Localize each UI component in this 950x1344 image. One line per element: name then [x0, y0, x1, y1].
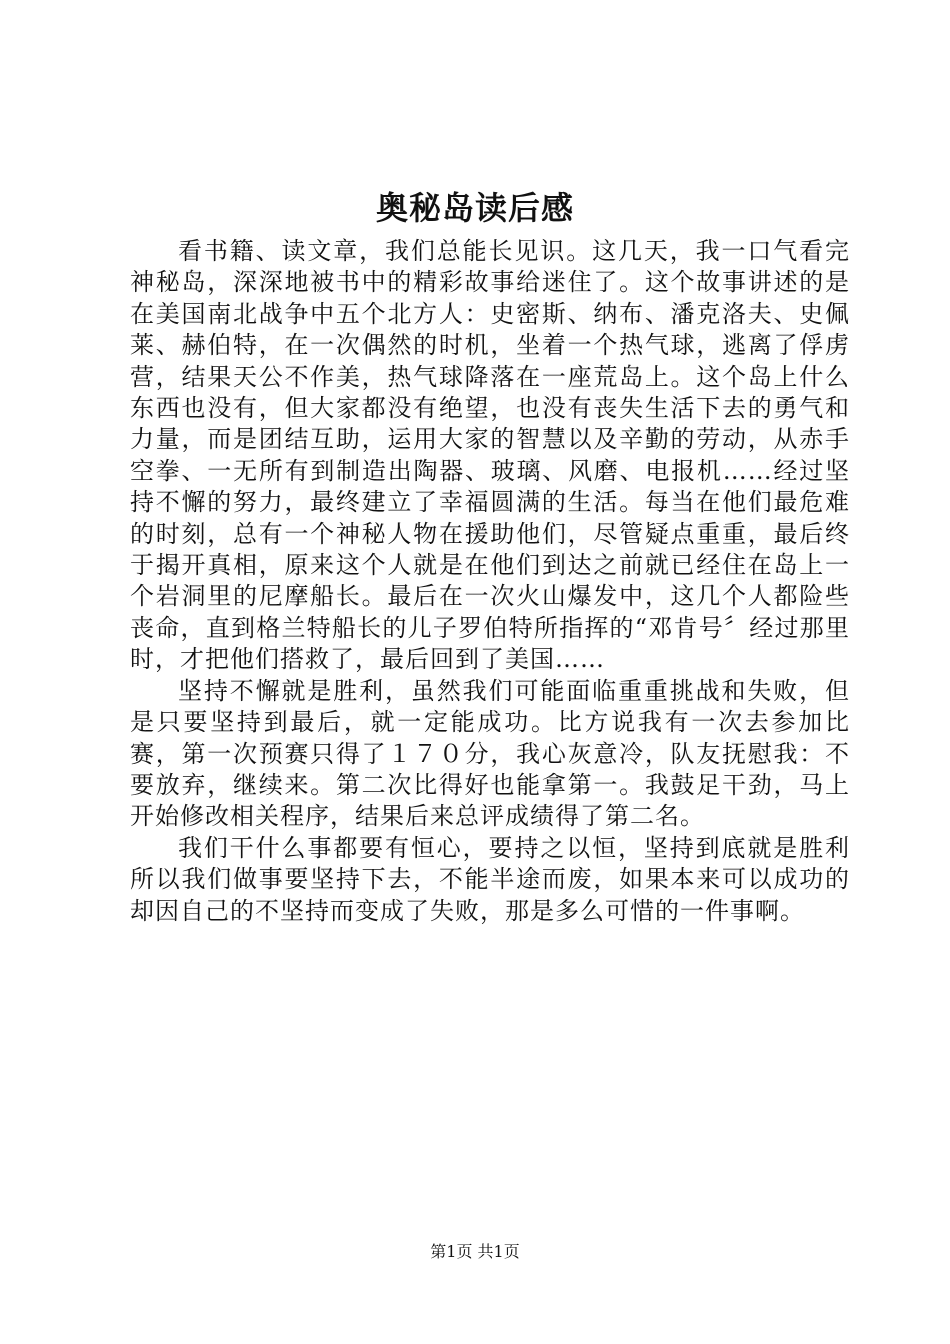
- paragraph-2: 坚持不懈就是胜利，虽然我们可能面临重重挑战和失败，但是只要坚持到最后，就一定能成功。比方说我有一次去参加比赛，第一次预赛只得了１７０分，我心灰意冷，队友抚慰我：不要放弃，继续来。第二次比得好也能拿第一。我鼓足干劲，马上开始修改相关程序，结果后来总评成绩得了第二名。: [130, 676, 850, 831]
- paragraph-3: 我们干什么事都要有恒心，要持之以恒，坚持到底就是胜利所以我们做事要坚持下去，不能半途而废，如果本来可以成功的却因自己的不坚持而变成了失败，那是多么可惜的一件事啊。: [130, 833, 850, 925]
- document-body: [130, 236, 850, 927]
- page-number-footer: 第1页 共1页: [430, 1242, 520, 1261]
- paragraph-1: 看书籍、读文章，我们总能长见识。这几天，我一口气看完神秘岛，深深地被书中的精彩故事给迷住了。这个故事讲述的是在美国南北战争中五个北方人：史密斯、纳布、潘克洛夫、史佩莱、赫伯特，在一次偶然的时机，坐着一个热气球，逃离了俘虏营，结果天公不作美，热气球降落在一座荒岛上。这个岛上什么东西也没有，但大家都没有绝望，也没有丧失生活下去的勇气和力量，而是团结互助，运用大家的智慧以及辛勤的劳动，从赤手空拳、一无所有到制造出陶器、玻璃、风磨、电报机……经过坚持不懈的努力，最终建立了幸福圆满的生活。每当在他们最危难的时刻，总有一个神秘人物在援助他们，尽管疑点重重，最后终于揭开真相，原来这个人就是在他们到达之前就已经住在岛上一个岩洞里的尼摩船长。最后在一次火山爆发中，这几个人都险些丧命，直到格兰特船长的儿子罗伯特所指挥的“邓肯号〞经过那里时，才把他们搭救了，最后回到了美国……: [130, 237, 850, 674]
- document-title: 奥秘岛读后感: [375, 189, 574, 227]
